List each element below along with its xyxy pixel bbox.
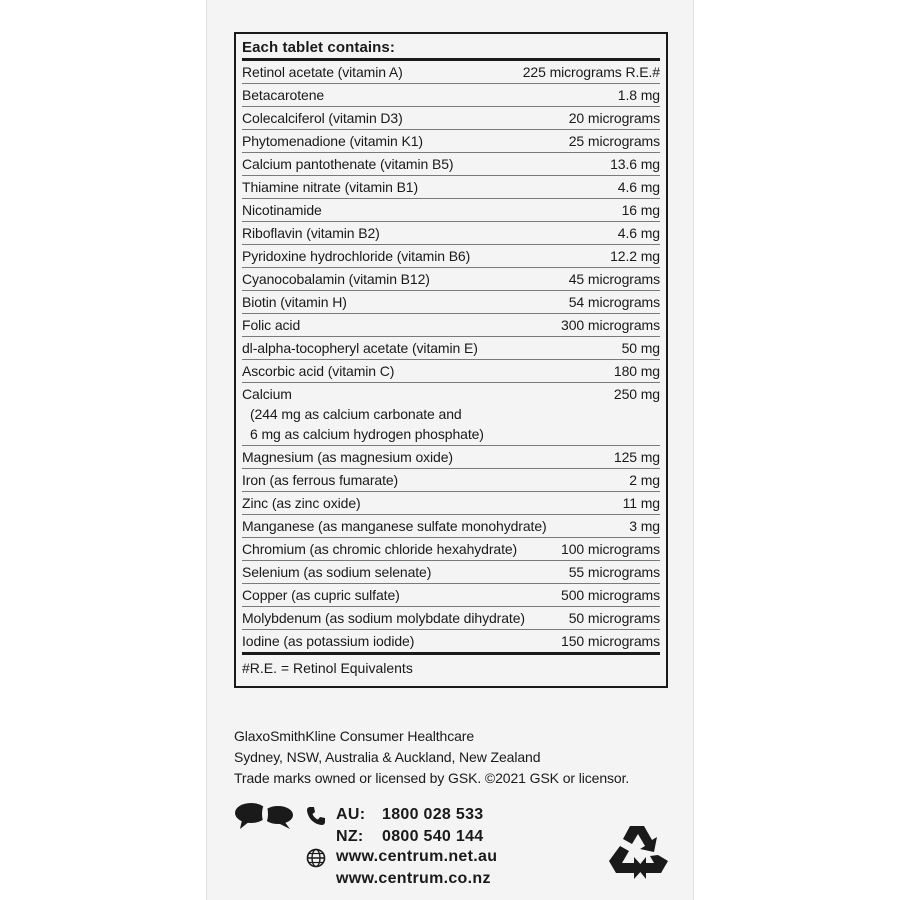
ingredient-label: Betacarotene — [242, 87, 325, 103]
ingredient-name — [242, 108, 561, 128]
ingredient-name — [242, 223, 610, 243]
ingredient-amount: 3 mg — [629, 518, 660, 534]
table-row — [242, 268, 660, 291]
au-phone-link[interactable]: 1800 028 533 — [382, 806, 484, 823]
ingredient-label: Calcium — [242, 386, 292, 402]
ingredient-amount: 250 mg — [613, 386, 660, 402]
ingredient-label: Magnesium (as magnesium oxide) — [242, 449, 453, 465]
company-name: GlaxoSmithKline Consumer Healthcare — [234, 728, 475, 744]
table-row — [242, 360, 660, 383]
ingredient-amount: 100 micrograms — [561, 541, 660, 557]
ingredient-label: Cyanocobalamin (vitamin B12) — [242, 271, 430, 287]
table-row — [242, 245, 660, 268]
websites — [336, 846, 497, 890]
ingredient-label: Molybdenum (as sodium molybdate dihydrate) — [242, 610, 525, 626]
ingredient-name — [242, 292, 561, 312]
table-row — [242, 630, 660, 655]
ingredient-label: Iodine (as potassium iodide) — [242, 633, 415, 649]
ingredient-amount: 13.6 mg — [610, 156, 660, 172]
label-panel — [206, 0, 694, 900]
ingredient-name — [242, 608, 561, 628]
ingredient-amount: 20 micrograms — [568, 110, 660, 126]
ingredient-name — [242, 62, 515, 82]
table-row — [242, 446, 660, 469]
ingredient-label: Nicotinamide — [242, 202, 322, 218]
company-info — [234, 726, 629, 789]
ingredient-label: Zinc (as zinc oxide) — [242, 495, 361, 511]
ingredient-rows — [242, 61, 660, 655]
ingredient-label: Calcium pantothenate (vitamin B5) — [242, 156, 454, 172]
ingredient-label: Folic acid — [242, 317, 301, 333]
website-nz-link[interactable]: www.centrum.co.nz — [336, 870, 491, 887]
footnote: #R.E. = Retinol Equivalents — [242, 660, 413, 676]
ingredient-label: Pyridoxine hydrochloride (vitamin B6) — [242, 248, 471, 264]
ingredient-amount: 50 mg — [621, 340, 660, 356]
ingredient-name — [242, 131, 561, 151]
ingredient-amount: 2 mg — [629, 472, 660, 488]
nutrition-table — [234, 32, 668, 688]
ingredient-name — [242, 338, 614, 358]
ingredient-amount: 4.6 mg — [617, 179, 660, 195]
ingredient-label: Chromium (as chromic chloride hexahydrate) — [242, 541, 518, 557]
ingredient-amount: 50 micrograms — [568, 610, 660, 626]
ingredient-name — [242, 85, 610, 105]
ingredient-amount: 1.8 mg — [617, 87, 660, 103]
trademark-notice: Trade marks owned or licensed by GSK. ©2021 GSK or licensor. — [234, 770, 630, 786]
ingredient-label: Manganese (as manganese sulfate monohydrate) — [242, 518, 547, 534]
table-row — [242, 538, 660, 561]
company-location: Sydney, NSW, Australia & Auckland, New Zealand — [234, 749, 541, 765]
ingredient-name — [242, 200, 614, 220]
ingredient-name — [242, 631, 553, 651]
ingredient-amount: 55 micrograms — [568, 564, 660, 580]
ingredient-name — [242, 315, 553, 335]
ingredient-amount: 16 mg — [621, 202, 660, 218]
table-row — [242, 61, 660, 84]
table-row — [242, 153, 660, 176]
ingredient-name — [242, 516, 621, 536]
ingredient-amount: 300 micrograms — [561, 317, 660, 333]
phone-numbers — [336, 804, 483, 848]
table-row — [242, 469, 660, 492]
table-title: Each tablet contains: — [242, 39, 660, 61]
ingredient-amount: 45 micrograms — [568, 271, 660, 287]
ingredient-name — [242, 269, 561, 289]
ingredient-label: Colecalciferol (vitamin D3) — [242, 110, 403, 126]
recycle-icon — [606, 822, 672, 884]
au-label: AU: — [336, 806, 366, 823]
table-row — [242, 584, 660, 607]
ingredient-name — [242, 470, 621, 490]
ingredient-name — [242, 585, 553, 605]
ingredient-amount: 150 micrograms — [561, 633, 660, 649]
phone-icon — [306, 806, 326, 826]
ingredient-label: Phytomenadione (vitamin K1) — [242, 133, 423, 149]
ingredient-amount: 180 mg — [613, 363, 660, 379]
ingredient-name — [242, 447, 606, 467]
ingredient-amount: 54 micrograms — [568, 294, 660, 310]
ingredient-name — [242, 539, 553, 559]
ingredient-amount: 11 mg — [622, 495, 660, 511]
ingredient-label: Selenium (as sodium selenate) — [242, 564, 432, 580]
ingredient-name — [242, 246, 602, 266]
table-row — [242, 515, 660, 538]
ingredient-amount: 25 micrograms — [568, 133, 660, 149]
speech-bubbles-icon — [234, 802, 296, 830]
ingredient-name — [242, 177, 610, 197]
ingredient-note: (244 mg as calcium carbonate and — [250, 406, 462, 422]
table-row — [242, 130, 660, 153]
table-row — [242, 492, 660, 515]
table-row — [242, 337, 660, 360]
ingredient-label: Copper (as cupric sulfate) — [242, 587, 400, 603]
ingredient-amount: 4.6 mg — [617, 225, 660, 241]
ingredient-note: 6 mg as calcium hydrogen phosphate) — [250, 426, 484, 442]
table-row — [242, 176, 660, 199]
table-row — [242, 314, 660, 337]
table-row — [242, 222, 660, 245]
ingredient-label: Thiamine nitrate (vitamin B1) — [242, 179, 419, 195]
table-row — [242, 84, 660, 107]
nz-phone-link[interactable]: 0800 540 144 — [382, 828, 484, 845]
ingredient-name — [242, 154, 602, 174]
table-row — [242, 107, 660, 130]
ingredient-amount: 125 mg — [613, 449, 660, 465]
ingredient-amount: 500 micrograms — [561, 587, 660, 603]
table-row — [242, 383, 660, 446]
ingredient-name — [242, 361, 606, 381]
contact-section — [234, 802, 674, 892]
ingredient-label: Biotin (vitamin H) — [242, 294, 347, 310]
globe-icon — [306, 848, 326, 868]
nz-label: NZ: — [336, 828, 364, 845]
ingredient-name — [242, 384, 606, 444]
ingredient-label: dl-alpha-tocopheryl acetate (vitamin E) — [242, 340, 478, 356]
ingredient-amount: 225 micrograms R.E.# — [522, 64, 660, 80]
ingredient-amount: 12.2 mg — [610, 248, 660, 264]
ingredient-label: Ascorbic acid (vitamin C) — [242, 363, 395, 379]
ingredient-name — [242, 493, 615, 513]
table-row — [242, 291, 660, 314]
table-row — [242, 607, 660, 630]
website-au-link[interactable]: www.centrum.net.au — [336, 848, 498, 865]
table-row — [242, 199, 660, 222]
ingredient-label: Iron (as ferrous fumarate) — [242, 472, 399, 488]
table-row — [242, 561, 660, 584]
ingredient-label: Riboflavin (vitamin B2) — [242, 225, 380, 241]
ingredient-name — [242, 562, 561, 582]
ingredient-label: Retinol acetate (vitamin A) — [242, 64, 403, 80]
